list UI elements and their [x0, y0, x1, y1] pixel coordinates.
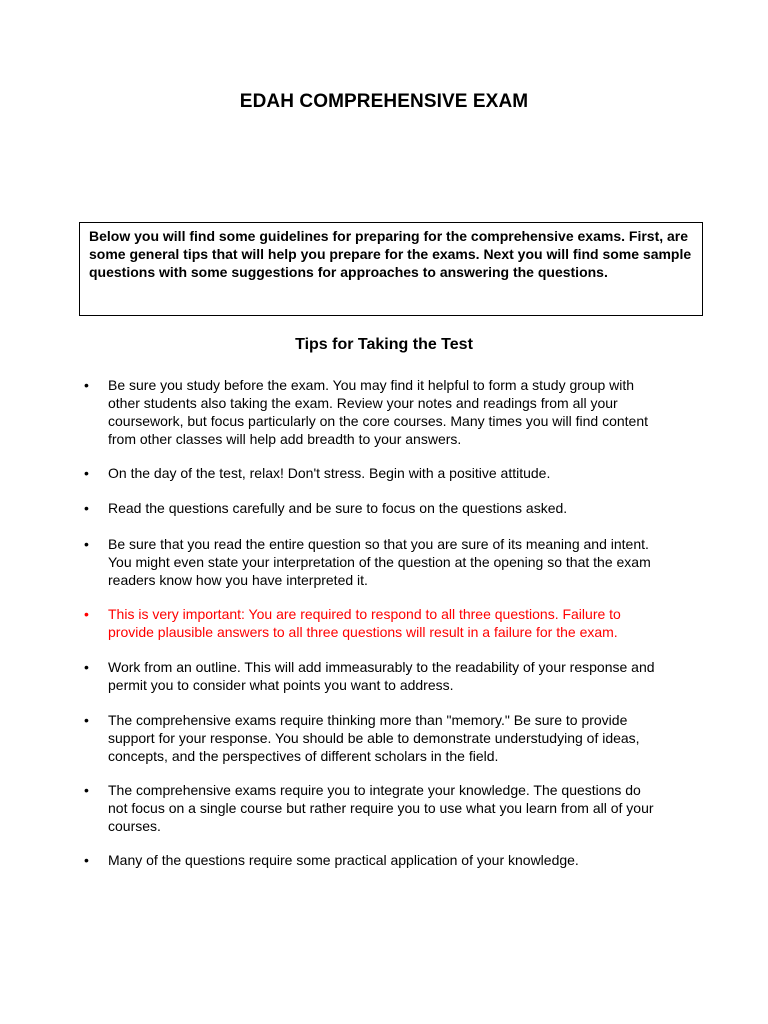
- bullet-icon: •: [84, 536, 89, 552]
- tip-text: [108, 781, 704, 835]
- bullet-icon: •: [84, 712, 89, 728]
- tip-line: coursework, but focus particularly on the core courses. Many times you will find content: [108, 413, 649, 429]
- tip-line: permit you to consider what points you want to address.: [108, 677, 454, 693]
- tip-line: Many of the questions require some practical application of your knowledge.: [108, 852, 579, 868]
- bullet-icon: •: [84, 659, 89, 675]
- tip-line: Work from an outline. This will add immeasurably to the readability of your response and: [108, 659, 655, 675]
- tip-line: Be sure you study before the exam. You may find it helpful to form a study group with: [108, 377, 635, 393]
- tip-line: readers know how you have interpreted it.: [108, 572, 368, 588]
- tip-line: support for your response. You should be able to demonstrate understudying of ideas,: [108, 730, 640, 746]
- tip-line: courses.: [108, 818, 161, 834]
- tip-line: provide plausible answers to all three questions will result in a failure for the exam.: [108, 624, 618, 640]
- tip-text: [108, 376, 704, 448]
- tip-line: other students also taking the exam. Review your notes and readings from all your: [108, 395, 618, 411]
- intro-box: Below you will find some guidelines for preparing for the comprehensive exams. First, are some general tips that will help you prepare for the exams. Next you will find some sample questions with some suggestions for approaches to answering the questions.: [79, 222, 703, 316]
- bullet-icon: •: [84, 377, 89, 393]
- tip-line: The comprehensive exams require you to integrate your knowledge. The questions do: [108, 782, 641, 798]
- tip-line: from other classes will help add breadth to your answers.: [108, 431, 462, 447]
- tip-text: [108, 658, 704, 694]
- section-heading: Tips for Taking the Test: [295, 336, 473, 353]
- bullet-icon: •: [84, 500, 89, 516]
- tip-text: [108, 605, 704, 641]
- tip-line: Be sure that you read the entire question so that you are sure of its meaning and intent.: [108, 536, 649, 552]
- bullet-icon: •: [84, 465, 89, 481]
- tip-line: On the day of the test, relax! Don't stress. Begin with a positive attitude.: [108, 465, 551, 481]
- tip-line: This is very important: You are required to respond to all three questions. Failure to: [108, 606, 621, 622]
- tip-text: [108, 499, 704, 517]
- tip-line: You might even state your interpretation of the question at the opening so that the exam: [108, 554, 651, 570]
- tip-text: [108, 464, 704, 482]
- document-title: EDAH COMPREHENSIVE EXAM: [239, 91, 529, 112]
- tip-text: [108, 711, 704, 765]
- tip-line: concepts, and the perspectives of different scholars in the field.: [108, 748, 499, 764]
- tip-text: [108, 535, 704, 589]
- tip-text: [108, 851, 704, 869]
- tip-line: not focus on a single course but rather require you to use what you learn from all of your: [108, 800, 654, 816]
- bullet-icon: •: [84, 782, 89, 798]
- bullet-icon: •: [84, 852, 89, 868]
- tip-line: The comprehensive exams require thinking more than "memory." Be sure to provide: [108, 712, 628, 728]
- tip-line: Read the questions carefully and be sure to focus on the questions asked.: [108, 500, 568, 516]
- bullet-icon: •: [84, 606, 89, 622]
